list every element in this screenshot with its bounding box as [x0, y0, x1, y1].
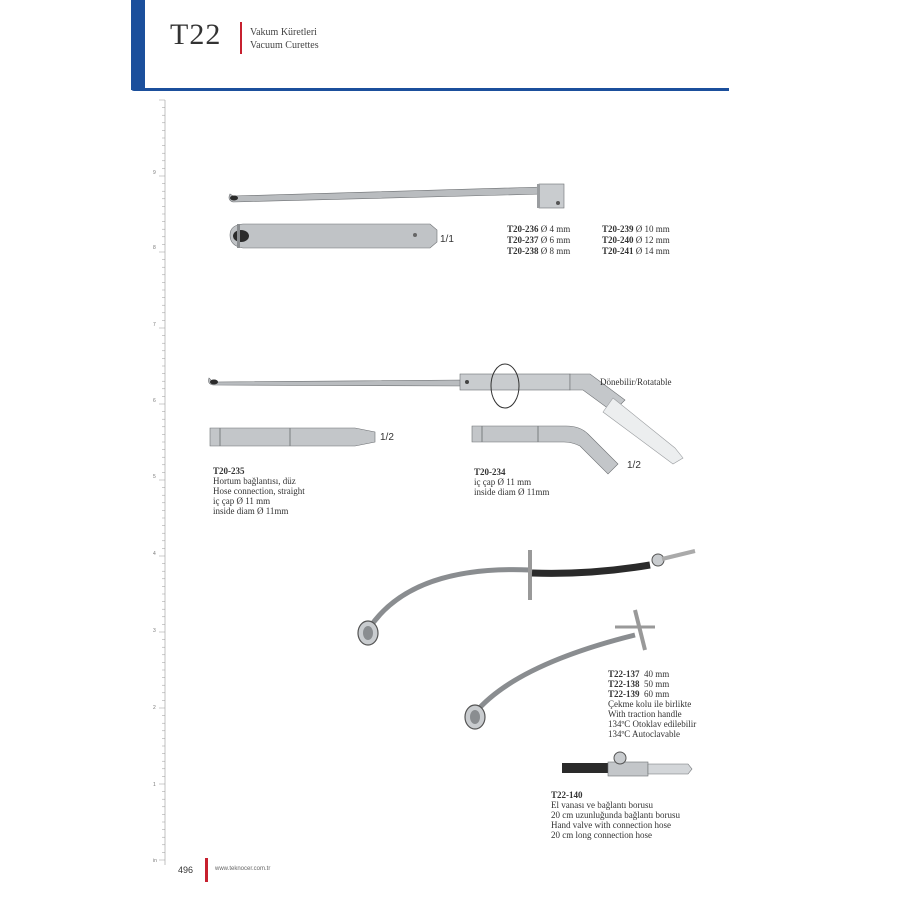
header-accent-bar	[131, 0, 145, 90]
product-code: T20-237	[507, 235, 539, 245]
product-size: 60 mm	[644, 689, 670, 699]
ruler-label: 1	[153, 782, 156, 788]
product-block-t22-140	[551, 790, 771, 840]
page-code: T22	[170, 18, 222, 51]
product-code: T22-139	[608, 689, 640, 699]
ruler-label: 2	[153, 705, 156, 711]
product-line: iç çap Ø 11 mm	[213, 496, 271, 506]
product-size: 40 mm	[644, 669, 670, 679]
product-line: 134ºC Otoklav edilebilir	[608, 719, 697, 729]
product-line: With traction handle	[608, 709, 682, 719]
rotatable-label: Dönebilir/Rotatable	[600, 377, 672, 387]
product-size: Ø 12 mm	[635, 235, 670, 245]
ruler-label: 6	[153, 398, 156, 404]
ruler-label: 7	[153, 322, 156, 328]
product-line: Çekme kolu ile birlikte	[608, 699, 692, 709]
hand-valve-illustration	[560, 748, 695, 788]
product-code: T20-241	[602, 246, 634, 256]
curette-straight-illustration	[225, 180, 570, 220]
scale-label-group1: 1/1	[440, 234, 454, 245]
title-divider	[240, 22, 242, 54]
scale-label-t20-234: 1/2	[627, 460, 641, 471]
footer-url: www.teknocer.com.tr	[215, 866, 271, 872]
product-code: T20-238	[507, 246, 539, 256]
product-size: Ø 6 mm	[540, 235, 571, 245]
product-code: T20-234	[474, 467, 506, 477]
product-line: Hand valve with connection hose	[551, 820, 671, 830]
product-line: inside diam Ø 11mm	[474, 487, 550, 497]
product-size: 50 mm	[644, 679, 670, 689]
product-block-t20-234	[474, 467, 624, 497]
product-code: T20-239	[602, 224, 634, 234]
ruler-label: 3	[153, 628, 156, 634]
title-english: Vacuum Curettes	[250, 40, 319, 51]
product-size: Ø 8 mm	[540, 246, 571, 256]
product-code: T22-138	[608, 679, 640, 689]
product-size: Ø 14 mm	[635, 246, 670, 256]
ruler-label: 5	[153, 474, 156, 480]
product-line: 20 cm uzunluğunda bağlantı borusu	[551, 810, 680, 820]
product-code: T20-235	[213, 466, 245, 476]
hose-connector-straight-illustration	[205, 424, 380, 449]
product-line: inside diam Ø 11mm	[213, 506, 289, 516]
ruler-label: 4	[153, 551, 156, 557]
footer-divider	[205, 858, 208, 882]
header-rule	[131, 88, 729, 91]
product-block-t22-13x	[608, 669, 808, 739]
ruler-label: 9	[153, 170, 156, 176]
product-line: Hortum bağlantısı, düz	[213, 476, 296, 486]
title-turkish: Vakum Küretleri	[250, 27, 317, 38]
scale-label-t20-235: 1/2	[380, 432, 394, 443]
measuring-ruler	[150, 100, 170, 870]
product-line: iç çap Ø 11 mm	[474, 477, 532, 487]
product-line: El vanası ve bağlantı borusu	[551, 800, 653, 810]
product-line: 20 cm long connection hose	[551, 830, 652, 840]
product-size: Ø 10 mm	[635, 224, 670, 234]
product-code: T22-140	[551, 790, 583, 800]
product-line: Hose connection, straight	[213, 486, 305, 496]
product-list-group1	[507, 224, 707, 264]
product-code: T20-240	[602, 235, 634, 245]
product-size: Ø 4 mm	[540, 224, 571, 234]
curette-tip-detail	[225, 220, 440, 255]
product-block-t20-235	[213, 466, 363, 516]
ruler-label: 8	[153, 245, 156, 251]
ruler-label: in	[153, 858, 157, 864]
product-code: T22-137	[608, 669, 640, 679]
page-number: 496	[178, 865, 194, 875]
product-code: T20-236	[507, 224, 539, 234]
product-line: 134ºC Autoclavable	[608, 729, 681, 739]
